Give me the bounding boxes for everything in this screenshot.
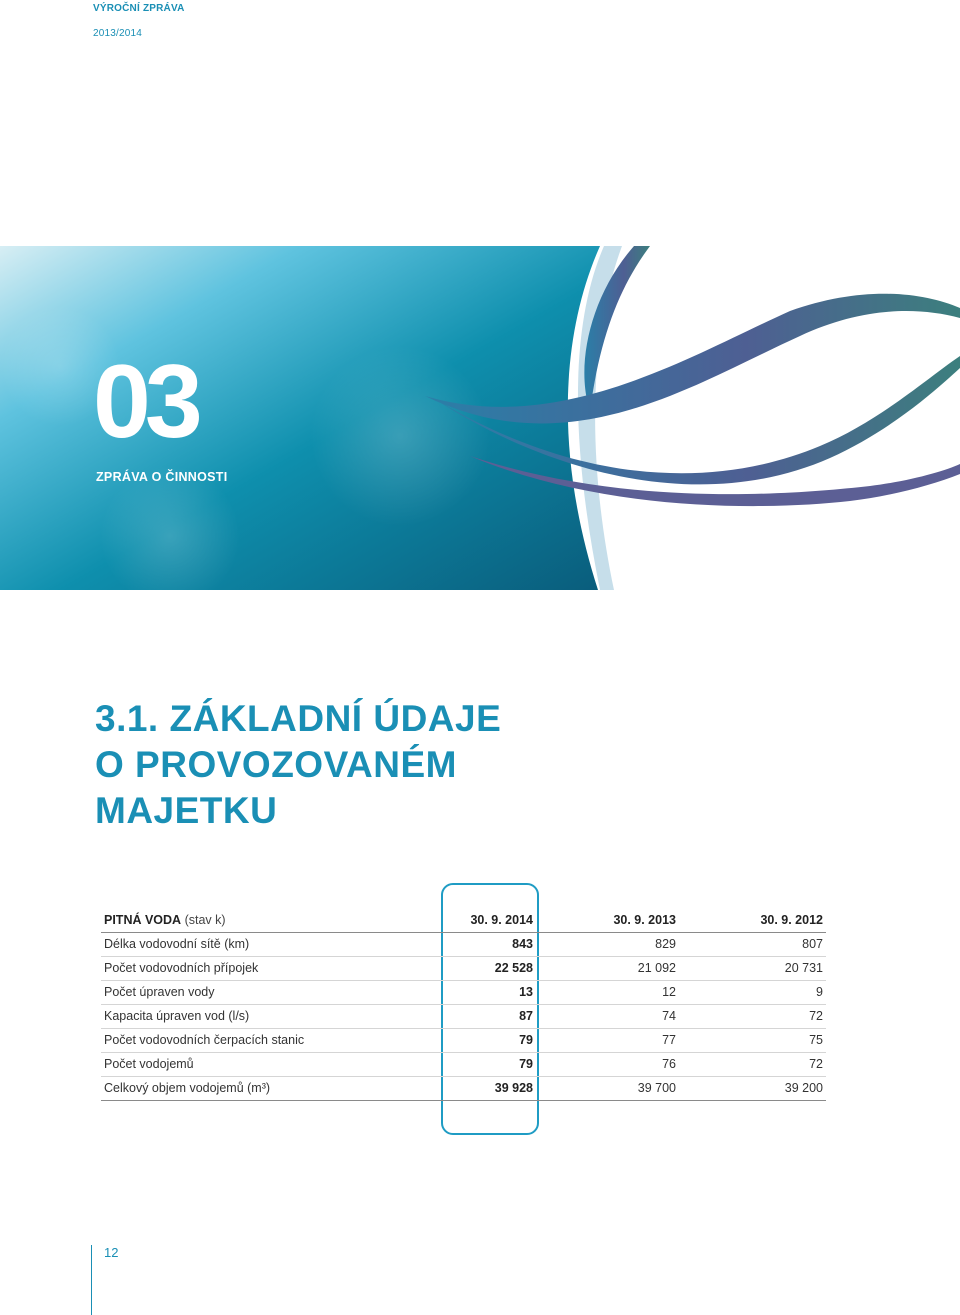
table-row bbox=[101, 932, 826, 956]
page-number: 12 bbox=[104, 1245, 119, 1260]
table-header-row bbox=[101, 908, 826, 932]
report-title: VÝROČNÍ ZPRÁVA bbox=[93, 3, 185, 14]
row-label: Kapacita úpraven vod (l/s) bbox=[101, 1004, 444, 1028]
table-row bbox=[101, 1004, 826, 1028]
cell-2013: 12 bbox=[536, 980, 679, 1004]
cell-2012: 20 731 bbox=[679, 956, 826, 980]
cell-2012: 75 bbox=[679, 1028, 826, 1052]
row-label: Počet úpraven vody bbox=[101, 980, 444, 1004]
cell-2014: 13 bbox=[444, 980, 536, 1004]
section-heading-line: MAJETKU bbox=[95, 790, 278, 831]
cell-2014: 87 bbox=[444, 1004, 536, 1028]
cell-2012: 39 200 bbox=[679, 1076, 826, 1100]
cell-2014: 843 bbox=[444, 932, 536, 956]
table-row bbox=[101, 1052, 826, 1076]
cell-2013: 829 bbox=[536, 932, 679, 956]
row-label: Počet vodovodních přípojek bbox=[101, 956, 444, 980]
chapter-title: ZPRÁVA O ČINNOSTI bbox=[96, 470, 228, 484]
table-row bbox=[101, 1028, 826, 1052]
table-header-label: PITNÁ VODA (stav k) bbox=[101, 908, 444, 932]
cell-2013: 74 bbox=[536, 1004, 679, 1028]
cell-2012: 807 bbox=[679, 932, 826, 956]
column-header-2013: 30. 9. 2013 bbox=[536, 908, 679, 932]
column-header-2012: 30. 9. 2012 bbox=[679, 908, 826, 932]
table-row bbox=[101, 1076, 826, 1100]
cell-2014: 39 928 bbox=[444, 1076, 536, 1100]
cell-2012: 9 bbox=[679, 980, 826, 1004]
row-label: Počet vodojemů bbox=[101, 1052, 444, 1076]
section-heading-line: O PROVOZOVANÉM bbox=[95, 744, 457, 785]
cell-2014: 79 bbox=[444, 1028, 536, 1052]
cell-2014: 79 bbox=[444, 1052, 536, 1076]
section-heading bbox=[95, 696, 501, 834]
row-label: Celkový objem vodojemů (m³) bbox=[101, 1076, 444, 1100]
report-year: 2013/2014 bbox=[93, 28, 143, 39]
cell-2014: 22 528 bbox=[444, 956, 536, 980]
section-heading-line: 3.1. ZÁKLADNÍ ÚDAJE bbox=[95, 698, 502, 739]
cell-2013: 77 bbox=[536, 1028, 679, 1052]
table-row bbox=[101, 956, 826, 980]
column-header-2014: 30. 9. 2014 bbox=[444, 908, 536, 932]
table-row bbox=[101, 980, 826, 1004]
row-label: Počet vodovodních čerpacích stanic bbox=[101, 1028, 444, 1052]
cell-2013: 39 700 bbox=[536, 1076, 679, 1100]
cell-2012: 72 bbox=[679, 1052, 826, 1076]
cell-2012: 72 bbox=[679, 1004, 826, 1028]
cell-2013: 21 092 bbox=[536, 956, 679, 980]
footer-divider bbox=[91, 1245, 92, 1315]
drinking-water-table bbox=[101, 908, 826, 1101]
chapter-number: 03 bbox=[93, 344, 197, 460]
row-label: Délka vodovodní sítě (km) bbox=[101, 932, 444, 956]
cell-2013: 76 bbox=[536, 1052, 679, 1076]
